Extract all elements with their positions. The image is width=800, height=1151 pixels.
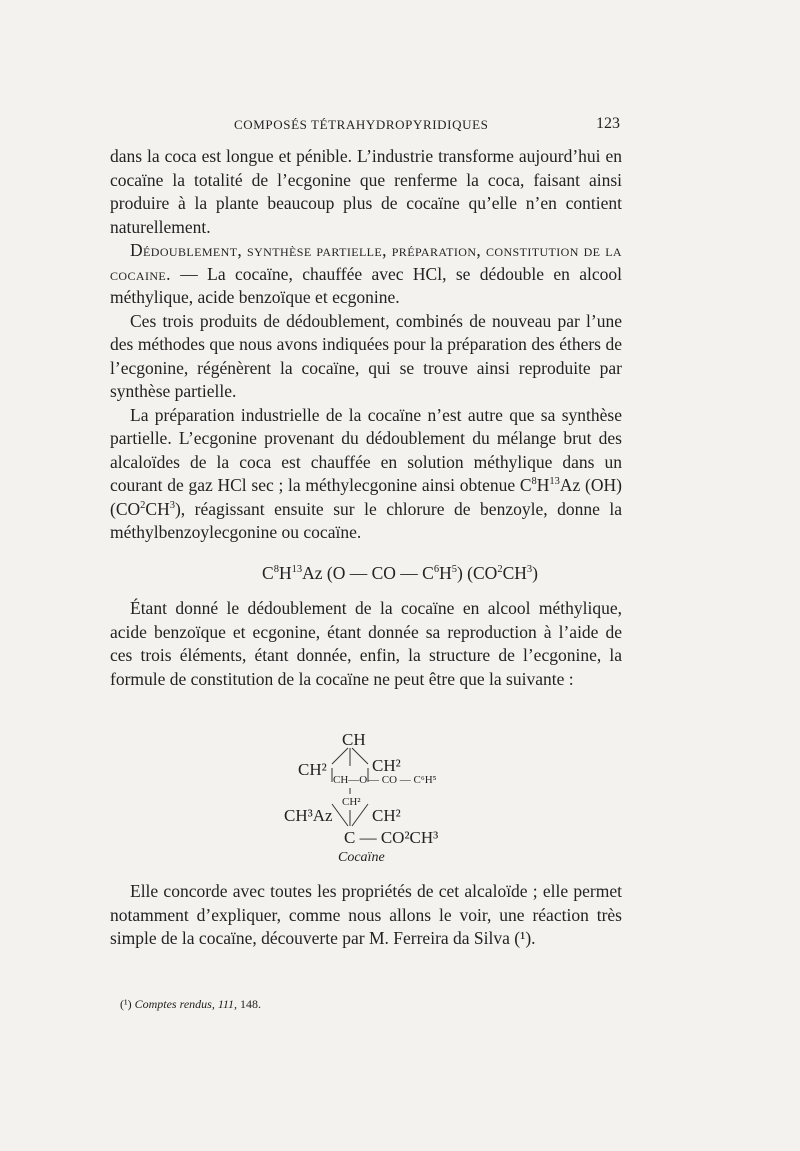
paragraph-intro: dans la coca est longue et pénible. L’industrie transforme aujourd’hui en cocaïne la totalité de l’ecgonine que renferme la coca, faisant ainsi produire à la plante beaucoup plus de cocaïne qu’elle n’en contient naturellement.: [110, 146, 622, 237]
page-number: 123: [596, 115, 620, 132]
structural-formula: [270, 730, 520, 870]
cocaine-formula: $C^8H^{13}Az$ (O — CO — $C^6H^5$) $(CO^2CH^3)$: [262, 563, 538, 583]
struct-left-upper: CH²: [298, 760, 327, 779]
prep-text-1: La préparation industrielle de la cocaïne n’est autre que sa synthèse partielle. L’ecgonine provenant du dédoublement du mélange brut des alcaloïdes de la coca est chauffée en solution méthylique dans un courant de gaz HCl sec ; la méthylecgonine ainsi obtenue C: [110, 404, 622, 495]
footnote-page: 148.: [240, 997, 262, 1011]
paragraph-constitution: Étant donné le dédoublement de la cocaïne en alcool méthylique, acide benzoïque et ecgonine, étant donnée sa reproduction à l’aide de ces trois éléments, étant donnée, enfin, la structure de l’ecgonine, la formule de constitution de la cocaïne ne peut être que la suivante :: [110, 598, 622, 689]
struct-bottom: C — CO²CH³: [344, 828, 439, 847]
struct-right-upper: CH²: [372, 756, 401, 775]
struct-ester: — CO — C⁶H⁵: [368, 774, 437, 786]
struct-inner-mid: CH²: [342, 796, 361, 808]
footnote-source: Comptes rendus, 111,: [134, 997, 238, 1011]
struct-right-lower: CH²: [372, 806, 401, 825]
page-header: [110, 117, 622, 139]
running-title: COMPOSÉS TÉTRAHYDROPYRIDIQUES: [234, 117, 489, 132]
closing-text: [110, 880, 622, 951]
section-text: — La cocaïne, chauffée avec HCl, se dédouble en alcool méthylique, acide benzoïque et ecgonine.: [110, 263, 622, 307]
paragraph-synthesis: Ces trois produits de dédoublement, combinés de nouveau par l’une des méthodes que nous avons indiquées pour la préparation des éthers de l’ecgonine, régénèrent la cocaïne, qui se trouve ainsi reproduite par synthèse partielle.: [110, 310, 622, 401]
paragraph-section: [110, 239, 622, 310]
paragraph-preparation: La préparation industrielle de la cocaïne n’est autre que sa synthèse partielle. L’ecgonine provenant du dédoublement du mélange brut des alcaloïdes de la coca est chauffée en solution méthylique dans un courant de gaz HCl sec ; la méthylecgonine ainsi obtenue $C^8H^{13}Az$ (OH) $(CO^2CH^3)$, réagissant ensuite sur le chlorure de benzoyle, donne la méthylbenzoylecgonine ou cocaïne.: [110, 404, 622, 542]
paragraph-closing: Elle concorde avec toutes les propriétés de cet alcaloïde ; elle permet notamment d’expliquer, comme nous allons le voir, une réaction très simple de la cocaïne, découverte par M. Ferreira da Silva (¹).: [110, 881, 622, 948]
struct-caption: Cocaïne: [338, 850, 385, 865]
prep-text-3: ), réagissant ensuite sur le chlorure de benzoyle, donne la méthylbenzoylecgonine ou cocaïne.: [110, 498, 622, 542]
structure-bonds: [270, 730, 520, 870]
struct-top: CH: [342, 730, 366, 749]
section-heading: Dédoublement, synthèse partielle, préparation, constitution de la cocaine.: [110, 240, 622, 284]
struct-inner-top: CH—O: [333, 774, 368, 786]
struct-left-lower: CH³Az: [284, 806, 333, 825]
footnote: [120, 997, 261, 1012]
constitution-text: [110, 597, 622, 691]
main-text-block: [110, 145, 622, 545]
prep-text-2: Az (OH) (CO: [110, 475, 622, 519]
footnote-mark: (¹): [120, 997, 132, 1011]
